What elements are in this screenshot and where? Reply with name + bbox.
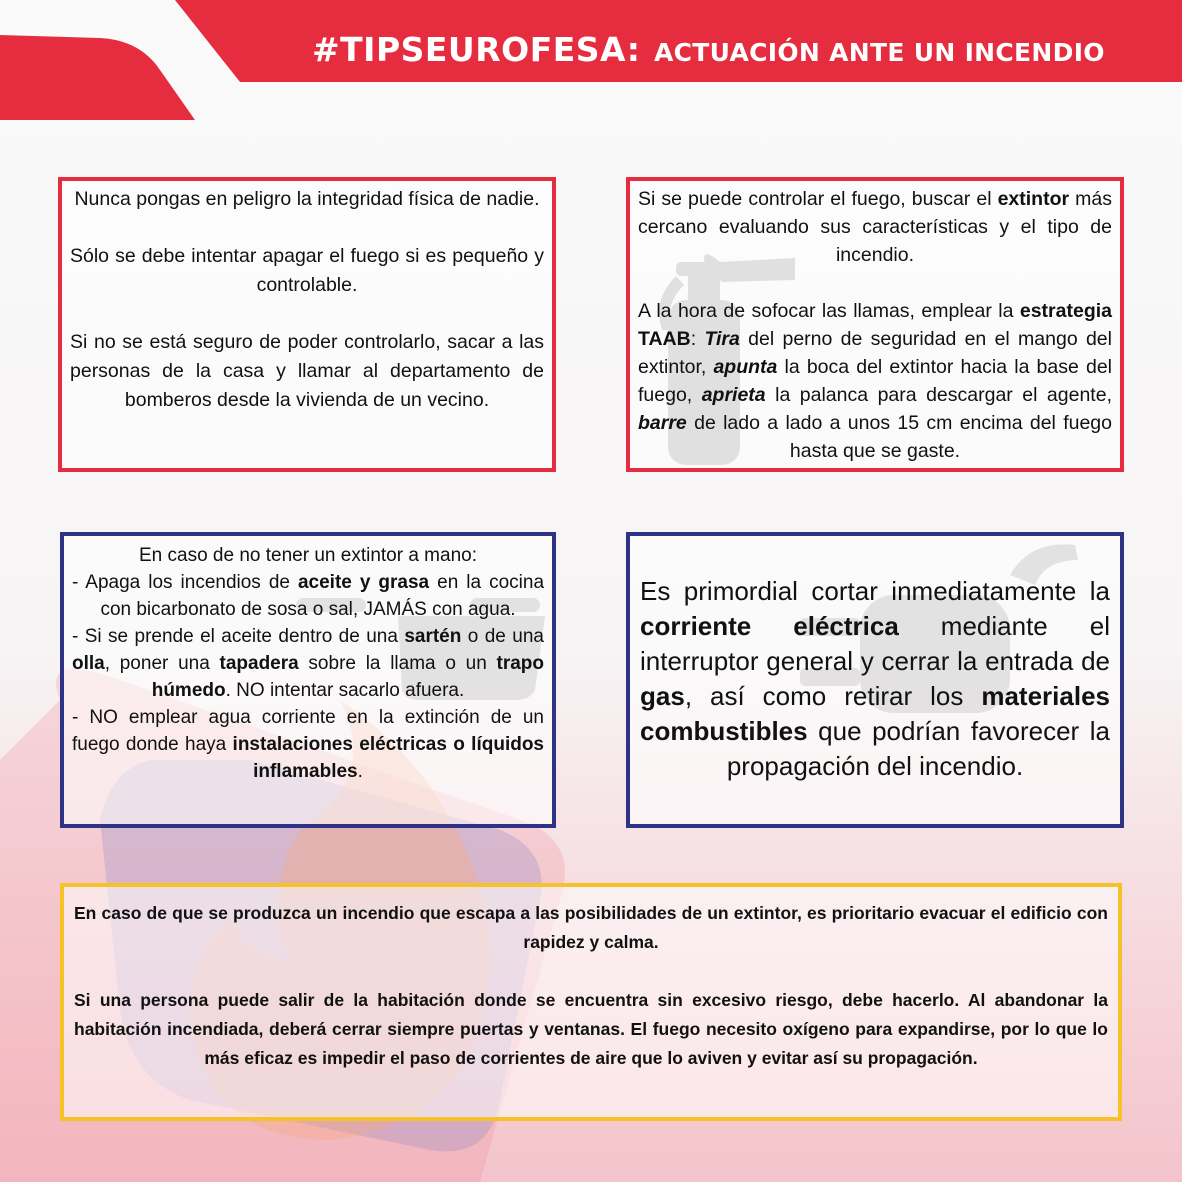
no-extinguisher-item-2: - Si se prende el aceite dentro de una sartén o de una olla, poner una tapadera sobre la llama o un trapo húmedo. NO intentar sacarlo afuera. (72, 626, 544, 701)
safety-tips-box (58, 177, 556, 472)
safety-paragraph-2: Sólo se debe intentar apagar el fuego si es pequeño y controlable. (70, 245, 544, 296)
evacuation-paragraph-1: En caso de que se produzca un incendio que escapa a las posibilidades de un extintor, es prioritario evacuar el edificio con rapidez y calma. (74, 903, 1108, 952)
no-extinguisher-item-1: - Apaga los incendios de aceite y grasa en la cocina con bicarbonato de sosa o sal, JAMÁS con agua. (72, 572, 545, 620)
header-red-corner (0, 35, 195, 120)
extinguisher-paragraph-1: Si se puede controlar el fuego, buscar el extintor más cercano evaluando sus características y el tipo de incendio. (638, 188, 1112, 266)
safety-paragraph-1: Nunca pongas en peligro la integridad física de nadie. (74, 188, 540, 210)
no-extinguisher-tips-box (60, 532, 556, 828)
electric-paragraph: Es primordial cortar inmediatamente la corriente eléctrica mediante el interruptor general y cerrar la entrada de gas, así como retirar los materiales combustibles que podrían favorecer la propagación del incendio. (640, 576, 1110, 781)
no-extinguisher-item-3: - NO emplear agua corriente en la extinción de un fuego donde haya instalaciones eléctricas o líquidos inflamables. (72, 707, 544, 782)
extinguisher-paragraph-2: A la hora de sofocar las llamas, emplear la estrategia TAAB: Tira del perno de seguridad en el mango del extintor, apunta la boca del extintor hacia la base del fuego, aprieta la palanca para descargar el agente, barre de lado a lado a unos 15 cm encima del fuego hasta que se gaste. (638, 300, 1112, 462)
no-extinguisher-intro: En caso de no tener un extintor a mano: (139, 545, 477, 566)
title-subtitle: ACTUACIÓN ANTE UN INCENDIO (653, 38, 1105, 67)
evacuation-tips-box (60, 883, 1122, 1121)
safety-paragraph-3: Si no se está seguro de poder controlarlo, sacar a las personas de la casa y llamar al departamento de bomberos desde la vivienda de un vecino. (70, 331, 544, 411)
page-title (312, 30, 1172, 78)
extinguisher-tips-box (626, 177, 1124, 472)
evacuation-paragraph-2: Si una persona puede salir de la habitación donde se encuentra sin excesivo riesgo, debe hacerlo. Al abandonar la habitación incendiada, deberá cerrar siempre puertas y ventanas. El fuego necesito oxígeno para expandirse, por lo que lo más eficaz es impedir el paso de corrientes de aire que lo aviven y evitar así su propagación. (74, 990, 1108, 1068)
title-hashtag: #TIPSEUROFESA: (312, 30, 641, 69)
electric-gas-tips-box (626, 532, 1124, 828)
